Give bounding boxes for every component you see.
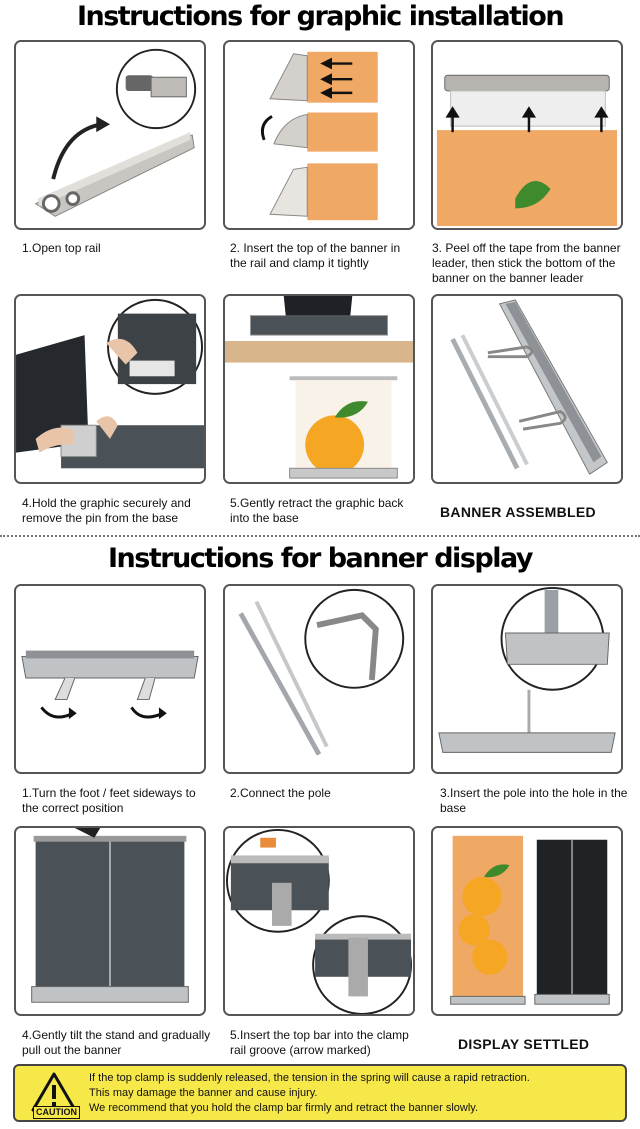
panel-insert-pole	[431, 584, 623, 774]
remove-pin-illustration	[16, 296, 204, 482]
open-rail-illustration	[16, 42, 204, 228]
section2-step5-caption: 5.Insert the top bar into the clamp rail groove (arrow marked)	[230, 1028, 409, 1057]
caution-badge: CAUTION	[33, 1106, 80, 1119]
section2-title: Instructions for banner display	[108, 543, 532, 574]
panel-banner-assembled	[431, 294, 623, 484]
display-settled-illustration	[433, 828, 621, 1014]
banner-assembled-illustration	[433, 296, 621, 482]
panel-pull-banner	[14, 826, 206, 1016]
section1-step5-caption: 5.Gently retract the graphic back into the base	[230, 496, 404, 525]
panel-retract-graphic	[223, 294, 415, 484]
banner-assembled-label: BANNER ASSEMBLED	[440, 504, 596, 520]
caution-line-1: If the top clamp is suddenly released, the tension in the spring will cause a rapid retraction.	[89, 1072, 530, 1084]
pull-banner-illustration	[16, 828, 204, 1014]
section1-step1-caption: 1.Open top rail	[22, 241, 101, 255]
caution-line-2: This may damage the banner and cause injury.	[89, 1087, 318, 1099]
insert-pole-illustration	[433, 586, 621, 772]
insert-top-bar-illustration	[225, 828, 413, 1014]
section-divider	[0, 535, 640, 537]
display-settled-label: DISPLAY SETTLED	[458, 1036, 590, 1052]
panel-display-settled	[431, 826, 623, 1016]
panel-peel-tape	[431, 40, 623, 230]
caution-box	[13, 1064, 627, 1122]
panel-open-rail	[14, 40, 206, 230]
panel-connect-pole	[223, 584, 415, 774]
connect-pole-illustration	[225, 586, 413, 772]
panel-insert-banner	[223, 40, 415, 230]
section1-step2-caption: 2. Insert the top of the banner in the rail and clamp it tightly	[230, 241, 401, 270]
section2-step4-caption: 4.Gently tilt the stand and gradually pull out the banner	[22, 1028, 211, 1057]
panel-remove-pin	[14, 294, 206, 484]
panel-insert-top-bar	[223, 826, 415, 1016]
section2-step2-caption: 2.Connect the pole	[230, 786, 331, 800]
caution-line-3: We recommend that you hold the clamp bar firmly and retract the banner slowly.	[89, 1102, 479, 1114]
section2-step3-caption: 3.Insert the pole into the hole in the base	[440, 786, 628, 815]
section1-step4-caption: 4.Hold the graphic securely and remove the pin from the base	[22, 496, 191, 525]
section2-step1-caption: 1.Turn the foot / feet sideways to the correct position	[22, 786, 196, 815]
turn-feet-illustration	[16, 586, 204, 772]
retract-graphic-illustration	[225, 296, 413, 482]
section1-title: Instructions for graphic installation	[76, 1, 564, 32]
section1-step3-caption: 3. Peel off the tape from the banner leader, then stick the bottom of the banner on the banner leader	[432, 241, 621, 285]
peel-tape-illustration	[433, 42, 621, 228]
insert-banner-illustration	[225, 42, 413, 228]
panel-turn-feet	[14, 584, 206, 774]
caution-text	[89, 1071, 530, 1116]
